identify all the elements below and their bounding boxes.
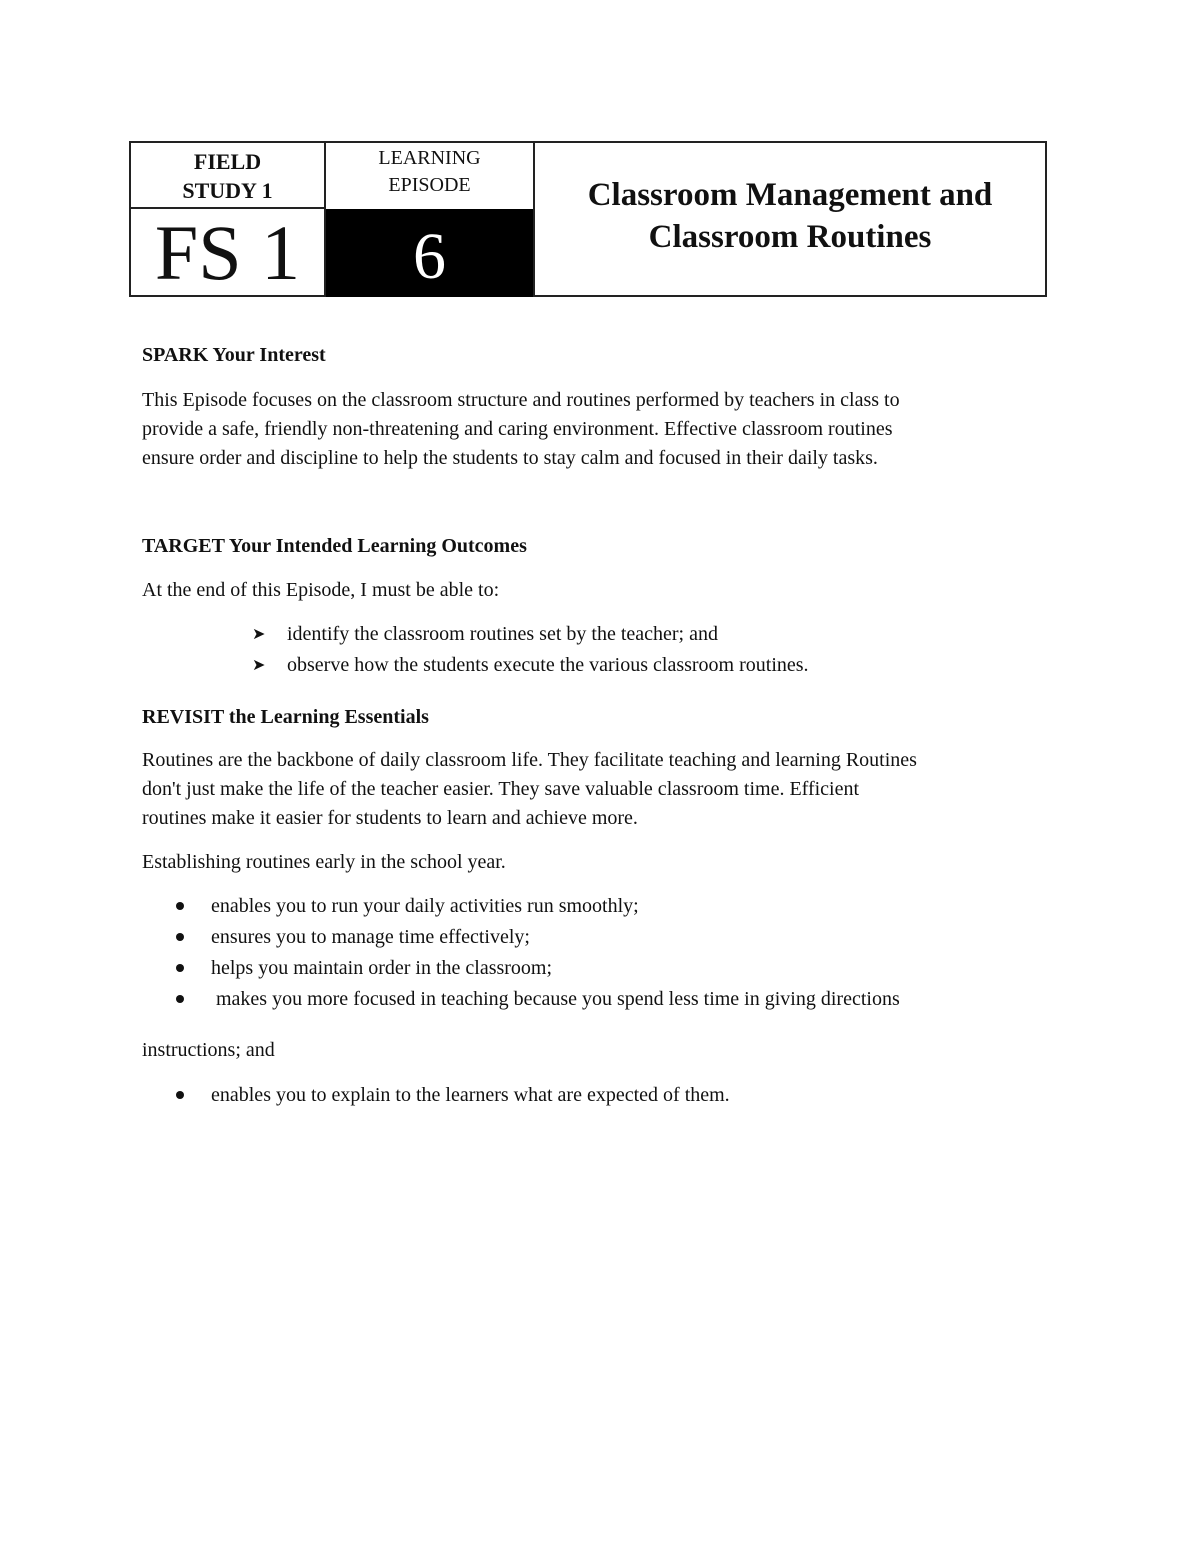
revisit-heading: REVISIT the Learning Essentials xyxy=(142,706,429,728)
title-line-2: Classroom Routines xyxy=(648,219,932,255)
learning-label: LEARNING xyxy=(378,147,481,169)
episode-title xyxy=(535,143,1045,295)
target-heading: TARGET Your Intended Learning Outcomes xyxy=(142,535,527,557)
revisit-line-2: don't just make the life of the teacher easier. They save valuable classroom time. Efficient xyxy=(142,778,860,800)
spark-line-2: provide a safe, friendly non-threatening and caring environment. Effective classroom routines xyxy=(142,418,893,440)
bullet-dot-icon xyxy=(176,933,184,941)
outcome-item: identify the classroom routines set by the teacher; and xyxy=(287,623,718,645)
title-line-1: Classroom Management and xyxy=(587,177,993,213)
bullet-dot-icon xyxy=(176,902,184,910)
episode-number: 6 xyxy=(326,209,535,297)
arrow-bullet-icon: ➤ xyxy=(252,657,266,674)
field-study-cell xyxy=(131,143,326,209)
revisit-line-3: routines make it easier for students to learn and achieve more. xyxy=(142,807,638,829)
bullet-dot-icon xyxy=(176,964,184,972)
study-label: STUDY 1 xyxy=(182,178,273,203)
spark-line-3: ensure order and discipline to help the students to stay calm and focused in their daily tasks. xyxy=(142,447,878,469)
spark-line-1: This Episode focuses on the classroom structure and routines performed by teachers in class to xyxy=(142,389,900,411)
continuation-line: instructions; and xyxy=(142,1039,275,1061)
episode-label: EPISODE xyxy=(388,174,471,196)
establishing-line: Establishing routines early in the school year. xyxy=(142,851,506,873)
learning-episode-cell xyxy=(326,143,535,209)
outcome-item: observe how the students execute the various classroom routines. xyxy=(287,654,809,676)
routine-benefit-item: ensures you to manage time effectively; xyxy=(211,926,530,948)
revisit-line-1: Routines are the backbone of daily classroom life. They facilitate teaching and learning Routines xyxy=(142,749,917,771)
routine-benefit-item: enables you to explain to the learners what are expected of them. xyxy=(211,1084,730,1106)
field-label: FIELD xyxy=(193,149,262,174)
spark-heading: SPARK Your Interest xyxy=(142,344,326,366)
arrow-bullet-icon: ➤ xyxy=(252,626,266,643)
target-intro: At the end of this Episode, I must be able to: xyxy=(142,579,500,601)
episode-header-table xyxy=(129,141,1047,297)
routine-benefit-item: helps you maintain order in the classroom; xyxy=(211,957,553,979)
bullet-dot-icon xyxy=(176,1091,184,1099)
bullet-dot-icon xyxy=(176,995,184,1003)
fs-code: FS 1 xyxy=(131,209,326,297)
routine-benefit-item: enables you to run your daily activities run smoothly; xyxy=(211,895,639,917)
routine-benefit-item: makes you more focused in teaching because you spend less time in giving directions xyxy=(211,988,900,1010)
